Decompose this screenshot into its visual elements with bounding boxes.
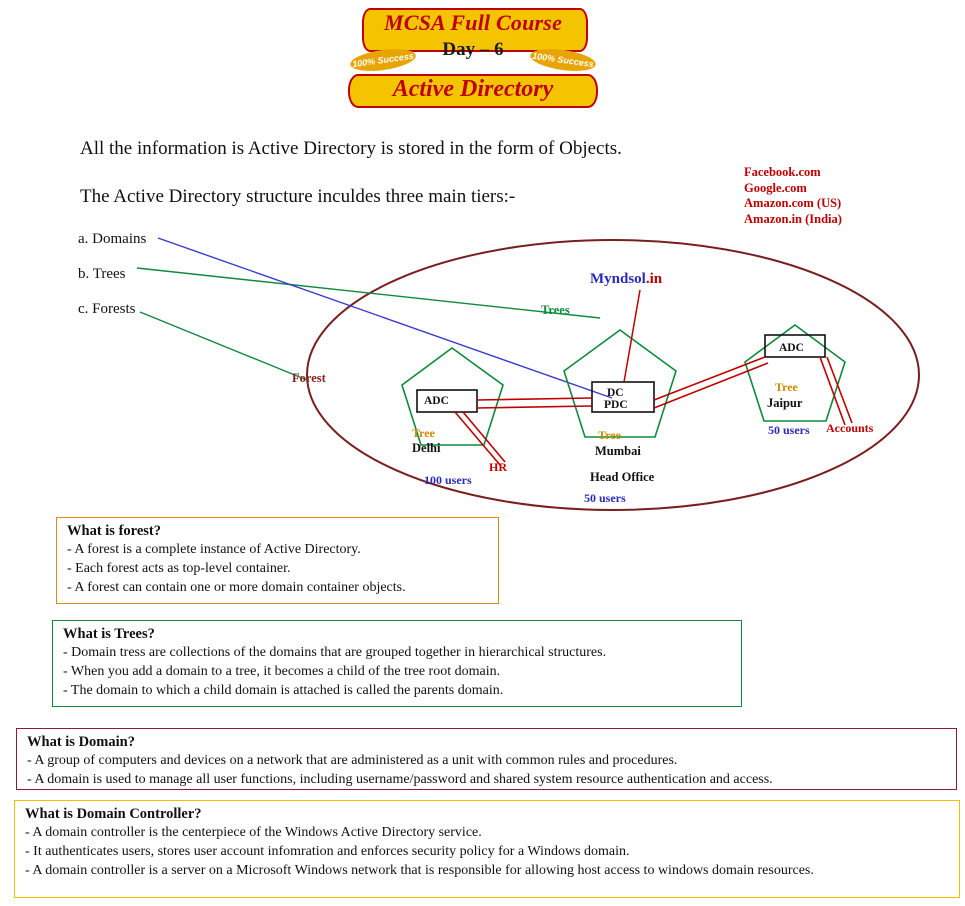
- site-item: Facebook.com: [744, 165, 821, 179]
- info-box-line: - When you add a domain to a tree, it becomes a child of the tree root domain.: [63, 664, 501, 679]
- office-label-mumbai: Head Office: [590, 470, 655, 484]
- link-delhi-to-hr-2: [463, 412, 505, 462]
- city-label-mumbai: Mumbai: [595, 444, 641, 458]
- tree-label-delhi: Tree: [412, 426, 435, 440]
- pointer-myndsol-to-dc: [624, 290, 640, 382]
- info-box-domain-controller: [14, 800, 960, 898]
- info-box-title: What is Trees?: [63, 626, 155, 642]
- site-item: Google.com: [744, 180, 807, 195]
- domain-name-label: [590, 271, 662, 288]
- sites-list: [744, 165, 842, 227]
- info-box-line: - A domain controller is a server on a Microsoft Windows network that is responsible for allowing host access to windows domain resources.: [25, 863, 814, 878]
- tree-label-mumbai: Tree: [598, 428, 621, 442]
- info-box-line: - Each forest acts as top-level container.: [67, 561, 291, 576]
- info-box-title: What is Domain Controller?: [25, 806, 202, 822]
- link-jaipur-to-accounts: [820, 357, 845, 425]
- city-label-jaipur: Jaipur: [767, 396, 803, 410]
- info-box-title: What is forest?: [67, 523, 161, 539]
- tier-item-forests: c. Forests: [78, 301, 136, 317]
- link-dc-to-delhi: [477, 398, 592, 400]
- site-item: Amazon.in (India): [744, 211, 842, 226]
- server-label-jaipur: ADC: [779, 342, 804, 354]
- server-label-mumbai-dc: DC: [607, 387, 624, 399]
- logo-subtitle: Active Directory: [392, 76, 554, 102]
- logo-badge-right: 100% Success: [529, 46, 597, 75]
- course-logo: [348, 6, 598, 112]
- heading-line-1: All the information is Active Directory is stored in the form of Objects.: [80, 138, 622, 159]
- info-box-line: - The domain to which a child domain is attached is called the parents domain.: [63, 683, 504, 698]
- link-jaipur-to-accounts-2: [827, 357, 852, 423]
- link-dc-to-jaipur: [654, 357, 765, 400]
- info-box-domain: [16, 728, 957, 790]
- ou-label-accounts: Accounts: [826, 421, 874, 435]
- logo-day: Day – 6: [442, 39, 504, 60]
- link-delhi-to-hr: [455, 412, 500, 465]
- city-label-delhi: Delhi: [412, 441, 441, 455]
- info-box-line: - A forest can contain one or more domain container objects.: [67, 580, 406, 595]
- info-box-line: - It authenticates users, stores user account infomration and enforces security policy for a Windows domain.: [25, 844, 630, 859]
- info-box-line: - A group of computers and devices on a network that are administered as a unit with common rules and procedures.: [27, 753, 678, 768]
- tree-label-jaipur: Tree: [775, 380, 798, 394]
- connector-trees-green: [137, 268, 600, 318]
- users-count-mumbai: 50 users: [584, 491, 626, 505]
- info-box-line: - A forest is a complete instance of Active Directory.: [67, 542, 361, 557]
- forest-label: Forest: [292, 371, 326, 385]
- server-label-mumbai-pdc: PDC: [604, 399, 628, 411]
- info-box-line: - Domain tress are collections of the domains that are grouped together in hierarchical structures.: [63, 645, 607, 660]
- logo-title: MCSA Full Course: [383, 10, 563, 35]
- link-dc-to-delhi-2: [477, 406, 592, 408]
- users-count-delhi: 100 users: [424, 473, 472, 487]
- info-box-line: - A domain is used to manage all user functions, including username/password and shared system resource authentication and access.: [27, 772, 773, 787]
- trees-label: Trees: [541, 303, 570, 317]
- info-box-trees: [52, 620, 742, 707]
- connector-domains-blue: [158, 238, 612, 398]
- connector-forest-green: [140, 312, 307, 380]
- info-box-forest: [56, 517, 499, 604]
- domain-tld-text: .in: [645, 271, 663, 287]
- domain-name-text: Myndsol: [590, 271, 646, 287]
- info-box-line: - A domain controller is the centerpiece of the Windows Active Directory service.: [25, 825, 482, 840]
- logo-badge-left: 100% Success: [349, 46, 417, 75]
- users-count-jaipur: 50 users: [768, 423, 810, 437]
- tier-item-domains: a. Domains: [78, 231, 147, 247]
- site-item: Amazon.com (US): [744, 196, 842, 210]
- tier-item-trees: b. Trees: [78, 266, 126, 282]
- heading-line-2: The Active Directory structure inculdes three main tiers:-: [80, 186, 516, 207]
- server-label-delhi: ADC: [424, 395, 449, 407]
- ou-label-hr: HR: [489, 460, 507, 474]
- info-box-title: What is Domain?: [27, 734, 135, 750]
- tree-pentagon-mumbai: [564, 330, 676, 437]
